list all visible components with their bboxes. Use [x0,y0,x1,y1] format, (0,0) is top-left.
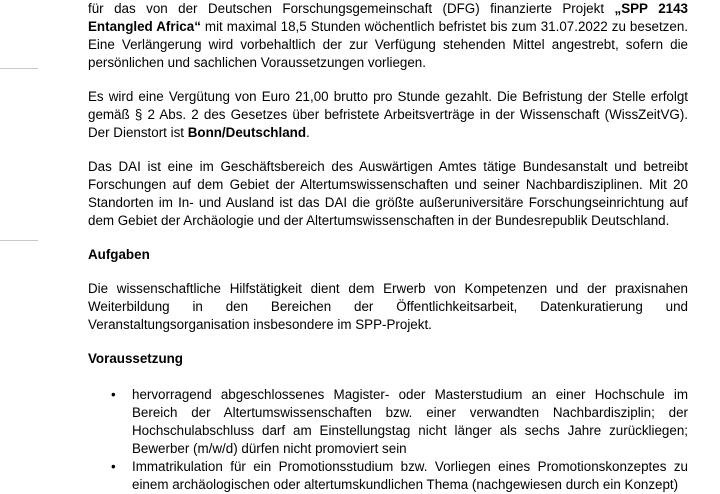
requirement-text: hervorragend abgeschlossenes Magister- oder Masterstudium an einer Hochschule im Bereich der Altertumswissenschaften bzw. einer verwandten Nachbardisziplin; der Hochschulabschluss darf am Einstellungstag nicht länger als sechs Jahre zurückliegen; Bewerber (m/w/d) dürfen nicht promoviert sein [132,387,688,456]
requirements-heading: Voraussetzung [88,351,183,366]
margin-mark-middle [0,240,38,241]
document-page [88,0,688,494]
list-item [88,386,688,458]
requirement-text: Immatrikulation für ein Promotionsstudium bzw. Vorliegen eines Promotionskonzeptes zu einem archäologischen oder altertumskundlichen Thema (nachgewiesen durch ein Konzept) [132,459,688,492]
paragraph-project-rest: mit maximal 18,5 Stunden wöchentlich befristet bis zum 31.07.2022 zu besetzen. Eine Verlängerung wird vorbehaltlich der zur Verfügung stehenden Mittel angestrebt, sofern die persönlichen und sachlichen Voraussetzungen vorliegen. [88,19,688,70]
requirements-list [88,386,688,494]
paragraph-project [88,0,688,72]
work-location: Bonn/Deutschland [187,125,307,140]
paragraph-project-intro: für das von der Deutschen Forschungsgemeinschaft (DFG) finanzierte Projekt [88,1,615,16]
list-item [88,458,688,494]
bullet-icon: • [111,387,116,402]
paragraph-salary-end: . [306,125,310,140]
bullet-icon: • [111,459,116,474]
paragraph-salary-text: Es wird eine Vergütung von Euro 21,00 brutto pro Stunde gezahlt. Die Befristung der Stelle erfolgt gemäß § 2 Abs. 2 des Gesetzes über befristete Arbeitsverträge in der Wissenschaft (WissZeitVG). Der Dienstort ist [88,89,688,140]
project-name: „SPP 2143 Entangled Africa“ [88,1,688,34]
tasks-text: Die wissenschaftliche Hilfstätigkeit dient dem Erwerb von Kompetenzen und der praxisnahen Weiterbildung in den Bereichen der Öffentlichkeitsarbeit, Datenkuratierung und Veranstaltungsorganisation insbesondere im SPP-Projekt. [88,281,688,332]
paragraph-institution: Das DAI ist eine im Geschäftsbereich des Auswärtigen Amtes tätige Bundesanstalt und betreibt Forschungen auf dem Gebiet der Altertumswissenschaften und seiner Nachbardisziplinen. Mit 20 Standorten im In- und Ausland ist das DAI die größte außeruniversitäre Forschungseinrichtung auf dem Gebiet der Archäologie und der Altertumswissenschaften in der Bundesrepublik Deutschland. [88,159,688,228]
paragraph-salary [88,88,688,142]
tasks-heading: Aufgaben [88,247,150,262]
margin-mark-top [0,68,38,69]
